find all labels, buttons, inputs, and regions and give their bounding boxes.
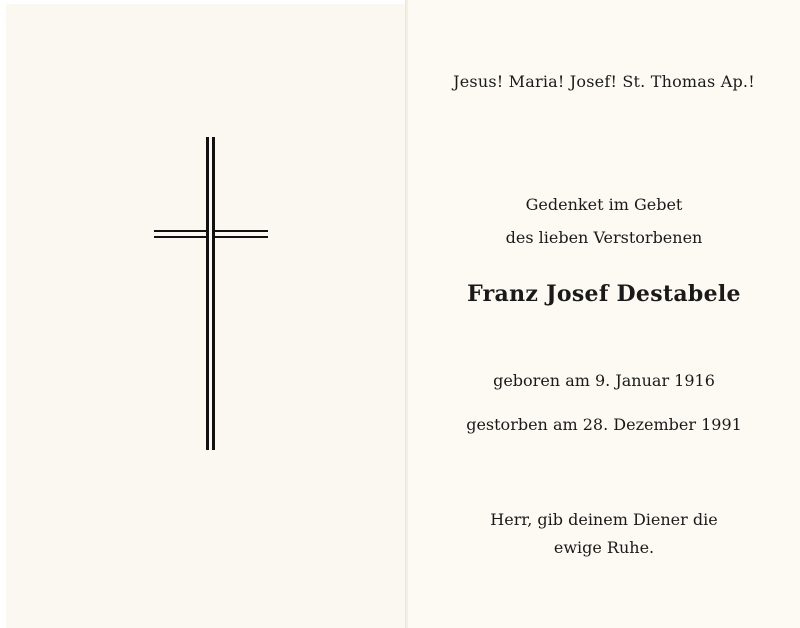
intro-line-2: des lieben Verstorbenen bbox=[505, 228, 703, 247]
prayer-line-1: Herr, gib deinem Diener die bbox=[490, 510, 718, 529]
right-panel bbox=[408, 0, 800, 628]
deceased-name: Franz Josef Destabele bbox=[467, 281, 741, 307]
invocation-text: Jesus! Maria! Josef! St. Thomas Ap.! bbox=[453, 72, 755, 91]
birth-date: geboren am 9. Januar 1916 bbox=[493, 371, 715, 390]
prayer-line-2: ewige Ruhe. bbox=[553, 538, 655, 557]
death-date: gestorben am 28. Dezember 1991 bbox=[466, 415, 742, 434]
left-panel bbox=[6, 4, 406, 628]
intro-line-1: Gedenket im Gebet bbox=[525, 195, 683, 214]
